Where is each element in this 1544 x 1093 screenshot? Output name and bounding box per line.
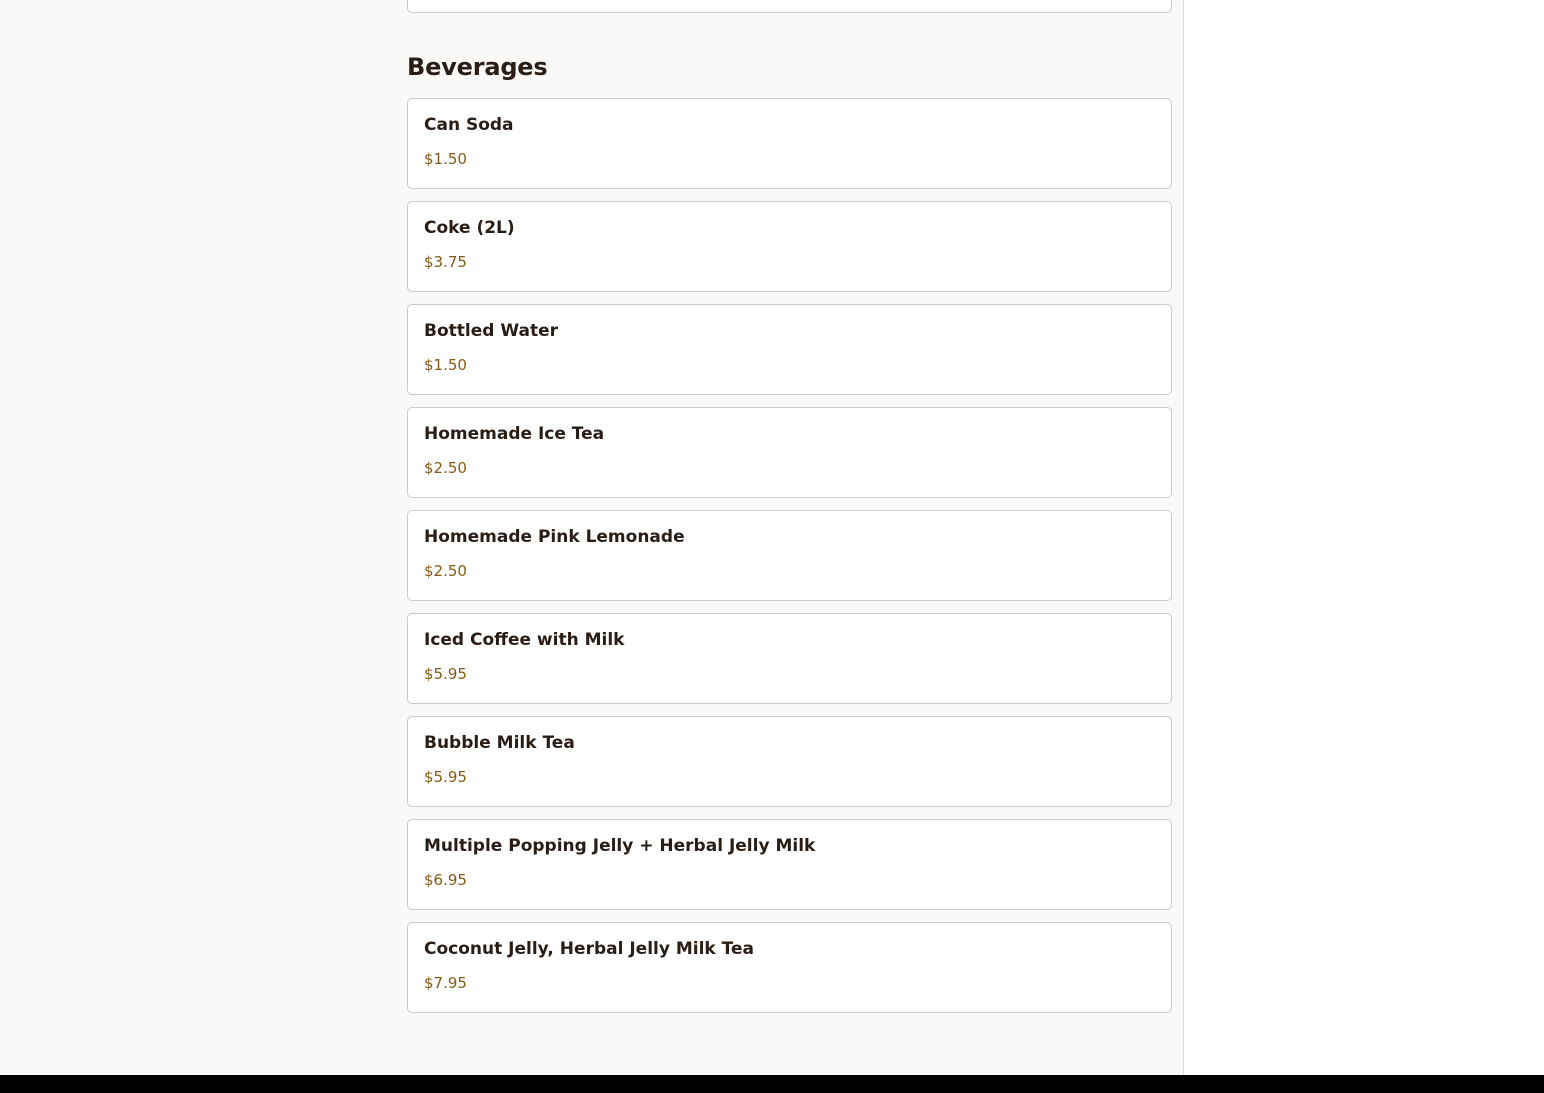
menu-item-name: Iced Coffee with Milk	[424, 630, 625, 650]
menu-item-price: $5.95	[424, 665, 467, 683]
menu-item-name: Coke (2L)	[424, 218, 515, 238]
menu-item-card[interactable]	[407, 98, 1172, 189]
previous-menu-item-card[interactable]	[407, 0, 1172, 13]
menu-item-name: Multiple Popping Jelly + Herbal Jelly Milk	[424, 836, 816, 856]
menu-item-price: $2.50	[424, 459, 467, 477]
menu-item-card[interactable]	[407, 922, 1172, 1013]
menu-item-price: $2.50	[424, 562, 467, 580]
menu-item-list	[407, 98, 1172, 1025]
menu-item-price: $5.95	[424, 768, 467, 786]
section-title: Beverages	[407, 53, 548, 81]
menu-item-price: $3.75	[424, 253, 467, 271]
menu-item-name: Bottled Water	[424, 321, 558, 341]
menu-item-price: $7.95	[424, 974, 467, 992]
menu-item-name: Homemade Ice Tea	[424, 424, 605, 444]
menu-item-price: $1.50	[424, 356, 467, 374]
menu-item-card[interactable]	[407, 201, 1172, 292]
menu-item-name: Can Soda	[424, 115, 514, 135]
menu-item-card[interactable]	[407, 716, 1172, 807]
menu-item-name: Coconut Jelly, Herbal Jelly Milk Tea	[424, 939, 754, 959]
footer-bar	[0, 1075, 1544, 1093]
menu-item-price: $6.95	[424, 871, 467, 889]
menu-item-card[interactable]	[407, 819, 1172, 910]
right-sidebar-panel	[1183, 0, 1544, 1075]
menu-item-card[interactable]	[407, 304, 1172, 395]
menu-item-card[interactable]	[407, 613, 1172, 704]
menu-item-card[interactable]	[407, 510, 1172, 601]
menu-item-price: $1.50	[424, 150, 467, 168]
menu-item-card[interactable]	[407, 407, 1172, 498]
menu-item-name: Homemade Pink Lemonade	[424, 527, 685, 547]
menu-item-name: Bubble Milk Tea	[424, 733, 575, 753]
